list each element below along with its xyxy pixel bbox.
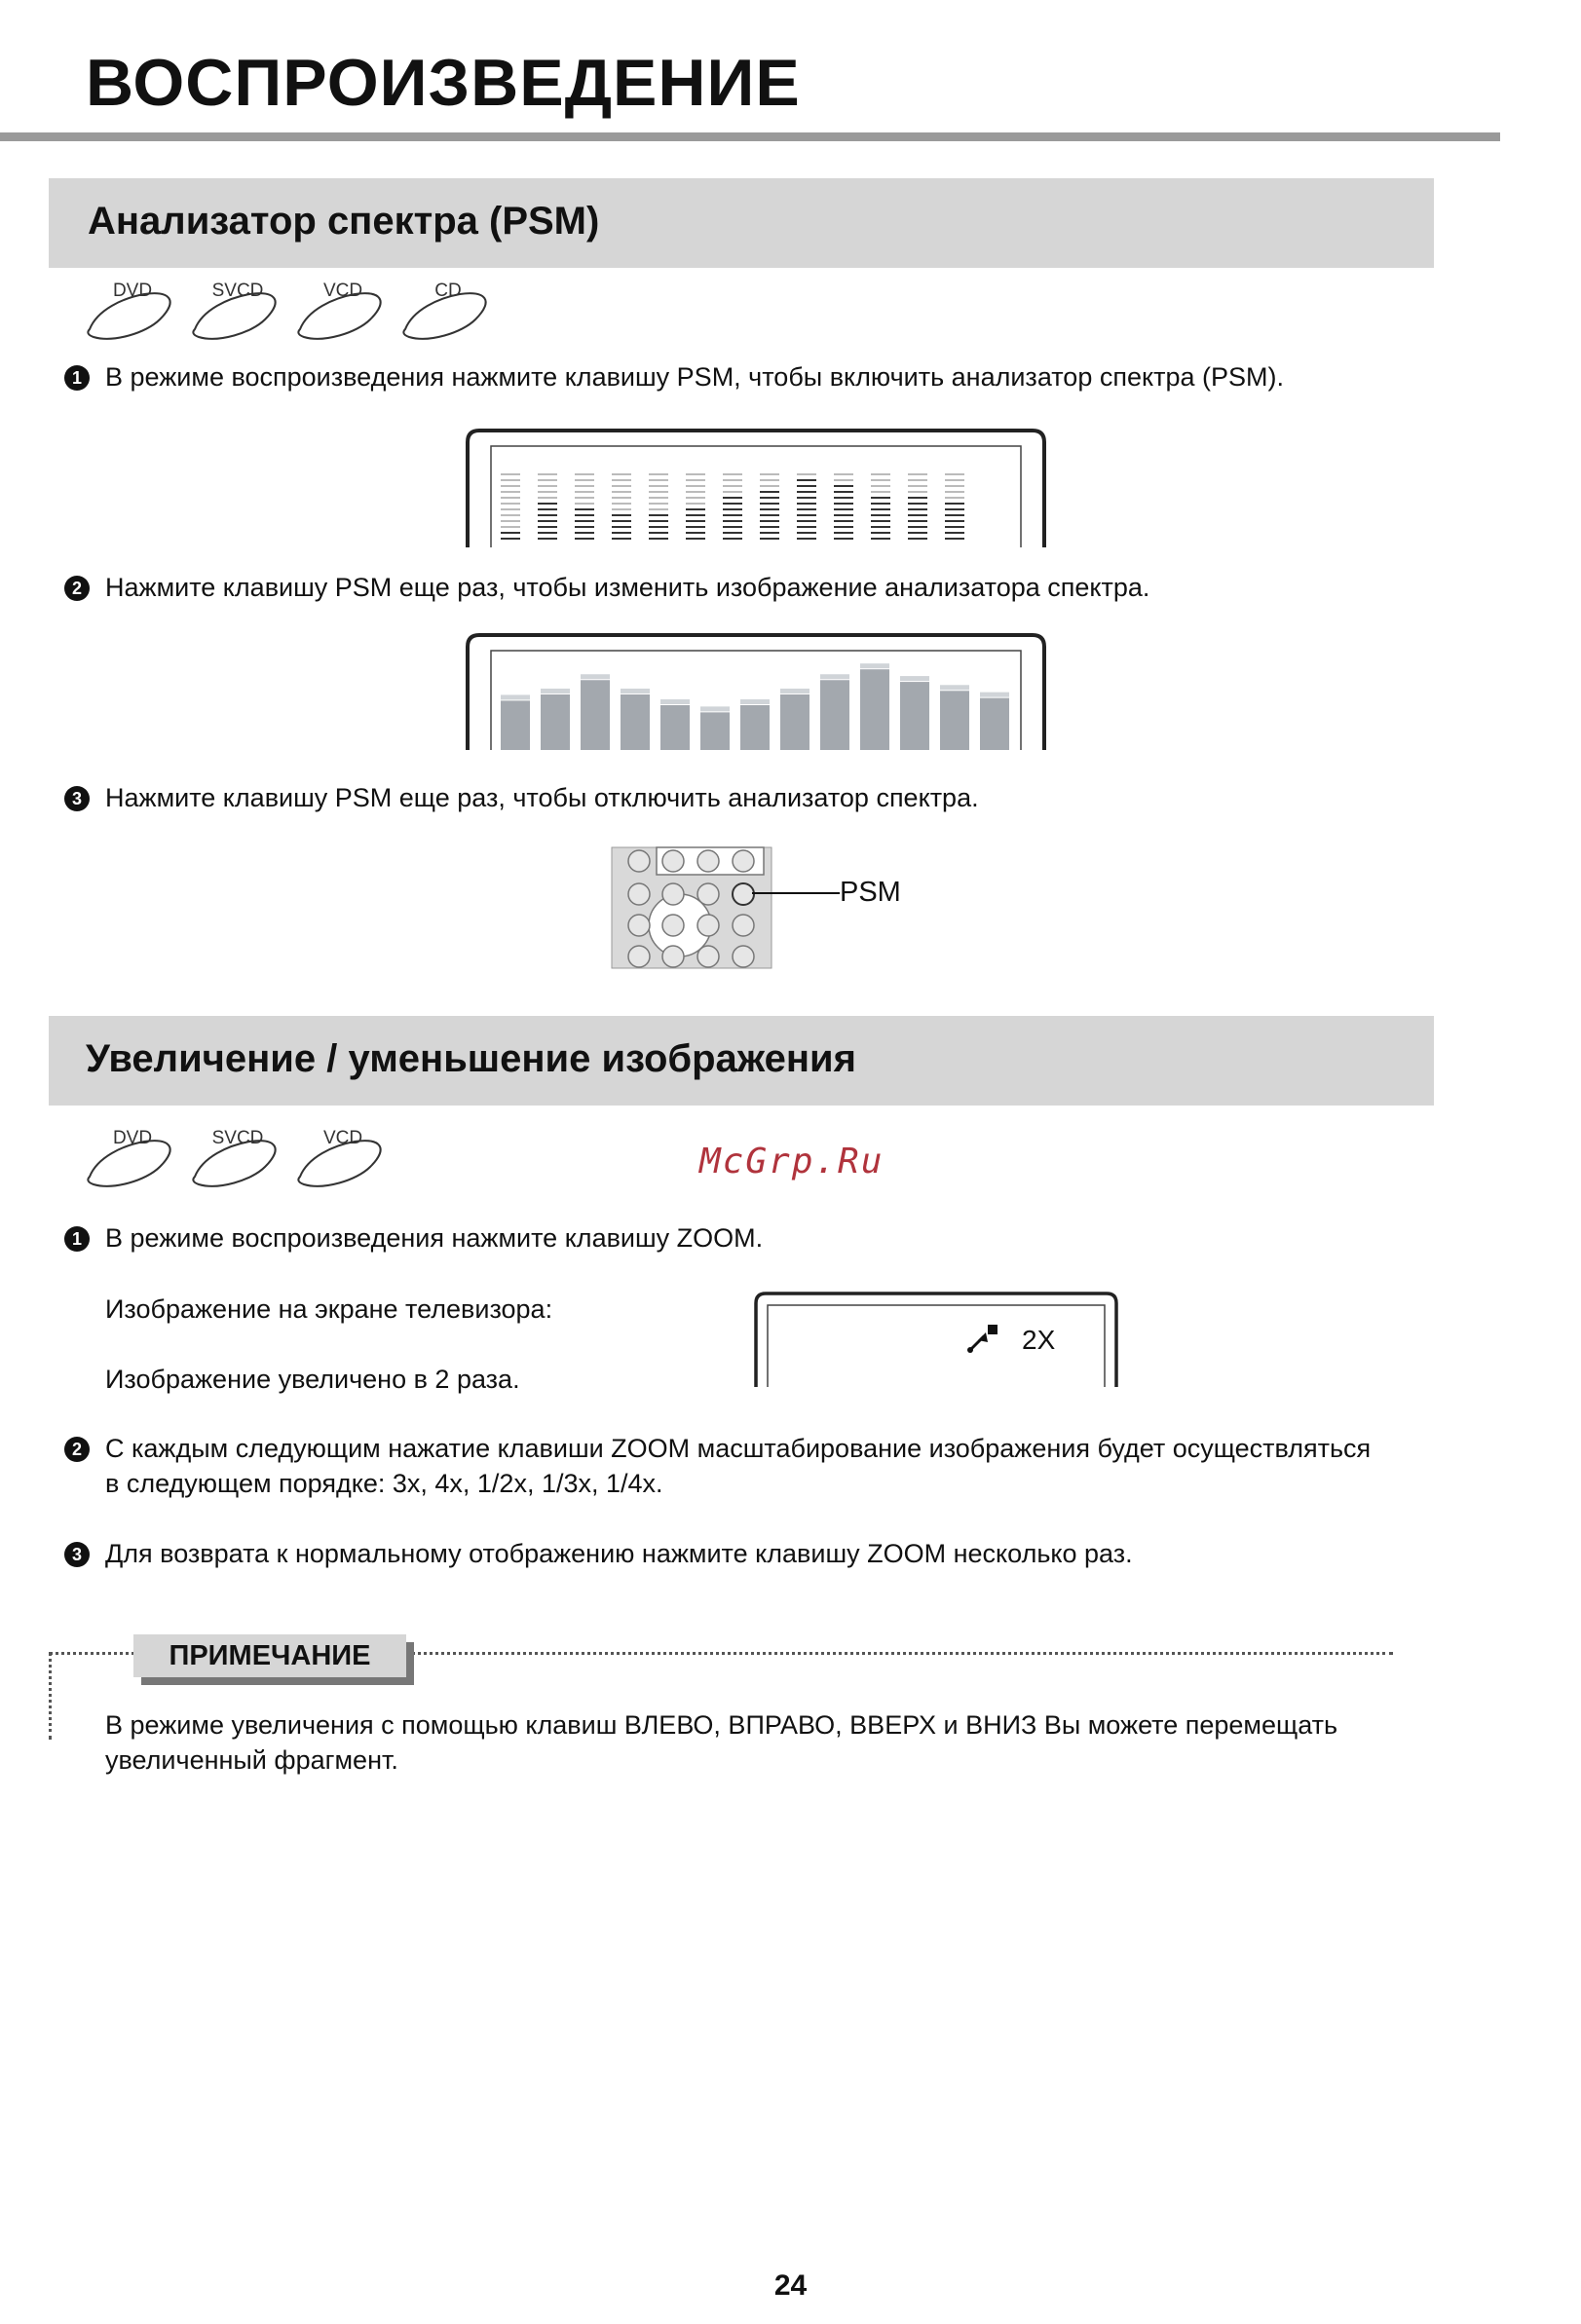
spectrum-segment xyxy=(686,503,705,505)
disc-vcd-icon: VCD xyxy=(294,1128,392,1192)
spectrum-segment xyxy=(723,526,742,528)
spectrum-segment xyxy=(501,473,520,475)
spectrum-segment xyxy=(686,491,705,493)
zoom-caption: Изображение увеличено в 2 раза. xyxy=(105,1365,520,1394)
zoom-section-header xyxy=(49,1016,1434,1106)
spectrum-segment xyxy=(686,485,705,487)
spectrum-segment xyxy=(686,473,705,475)
spectrum-segment xyxy=(908,514,927,516)
spectrum-segment xyxy=(797,526,816,528)
step-text: В режиме воспроизведения нажмите клавишу PSM, чтобы включить анализатор спектра (PSM). xyxy=(105,362,1284,392)
segment-spectrum-display xyxy=(466,429,1046,547)
spectrum-segment xyxy=(501,491,520,493)
page-title: ВОСПРОИЗВЕДЕНИЕ xyxy=(86,46,801,120)
watermark: McGrp.Ru xyxy=(699,1142,885,1181)
spectrum-segment xyxy=(686,532,705,534)
spectrum-segment xyxy=(834,538,853,540)
spectrum-segment xyxy=(538,520,557,522)
spectrum-segment xyxy=(686,520,705,522)
spectrum-segment xyxy=(612,503,631,505)
spectrum-segment xyxy=(575,514,594,516)
spectrum-segment xyxy=(575,520,594,522)
spectrum-segment xyxy=(797,508,816,510)
spectrum-segment xyxy=(612,491,631,493)
zoom-level-indicator: 2X xyxy=(1022,1325,1056,1355)
spectrum-segment xyxy=(834,485,853,487)
spectrum-bar xyxy=(900,682,929,750)
spectrum-bar-peak xyxy=(900,676,929,681)
spectrum-segment xyxy=(760,497,779,499)
spectrum-bar-peak xyxy=(581,674,610,679)
spectrum-segment xyxy=(760,473,779,475)
spectrum-bar xyxy=(780,694,809,750)
bar-spectrum-display xyxy=(466,633,1046,750)
spectrum-segment xyxy=(538,503,557,505)
spectrum-segment xyxy=(908,491,927,493)
spectrum-segment xyxy=(501,479,520,481)
spectrum-segment xyxy=(723,485,742,487)
spectrum-segment xyxy=(908,497,927,499)
spectrum-segment xyxy=(649,503,668,505)
spectrum-segment xyxy=(945,520,964,522)
spectrum-segment xyxy=(723,491,742,493)
step-number: 2 xyxy=(64,1437,90,1462)
spectrum-segment xyxy=(538,514,557,516)
step-text: Для возврата к нормальному отображению нажмите клавишу ZOOM несколько раз. xyxy=(105,1539,1133,1568)
spectrum-segment xyxy=(649,485,668,487)
spectrum-segment xyxy=(686,538,705,540)
psm-callout-line xyxy=(752,892,840,894)
step-number: 1 xyxy=(64,365,90,391)
spectrum-segment xyxy=(945,532,964,534)
spectrum-segment xyxy=(945,538,964,540)
spectrum-segment xyxy=(501,520,520,522)
spectrum-bar-peak xyxy=(700,706,730,711)
zoom-icon xyxy=(966,1323,998,1354)
spectrum-segment xyxy=(908,520,927,522)
spectrum-segment xyxy=(871,520,890,522)
spectrum-segment xyxy=(649,538,668,540)
spectrum-segment xyxy=(871,473,890,475)
spectrum-segment xyxy=(908,473,927,475)
spectrum-segment xyxy=(575,485,594,487)
spectrum-bar xyxy=(860,669,889,750)
spectrum-segment xyxy=(649,491,668,493)
spectrum-segment xyxy=(649,497,668,499)
spectrum-segment xyxy=(945,514,964,516)
spectrum-segment xyxy=(834,473,853,475)
spectrum-bar xyxy=(621,694,650,750)
spectrum-segment xyxy=(575,503,594,505)
step-number: 2 xyxy=(64,576,90,601)
spectrum-segment xyxy=(797,491,816,493)
spectrum-segment xyxy=(871,503,890,505)
spectrum-segment xyxy=(538,538,557,540)
spectrum-bar-peak xyxy=(501,694,530,699)
disc-cd-icon: CD xyxy=(399,281,497,345)
spectrum-bar-peak xyxy=(541,689,570,693)
spectrum-segment xyxy=(575,508,594,510)
spectrum-bar xyxy=(660,705,690,750)
spectrum-segment xyxy=(575,526,594,528)
spectrum-segment xyxy=(834,532,853,534)
title-rule xyxy=(0,132,1500,141)
spectrum-segment xyxy=(612,473,631,475)
spectrum-segment xyxy=(501,503,520,505)
spectrum-segment xyxy=(575,479,594,481)
spectrum-segment xyxy=(760,514,779,516)
spectrum-segment xyxy=(612,508,631,510)
spectrum-segment xyxy=(575,497,594,499)
spectrum-segment xyxy=(834,526,853,528)
step-text-line-1: С каждым следующим нажатие клавиши ZOOM масштабирование изображения будет осуществляться xyxy=(105,1434,1372,1463)
spectrum-segment xyxy=(871,479,890,481)
spectrum-segment xyxy=(686,497,705,499)
spectrum-segment xyxy=(612,514,631,516)
spectrum-segment xyxy=(871,485,890,487)
spectrum-segment xyxy=(649,473,668,475)
step-text: В режиме воспроизведения нажмите клавишу ZOOM. xyxy=(105,1223,764,1253)
spectrum-segment xyxy=(501,508,520,510)
spectrum-bar xyxy=(740,705,770,750)
spectrum-bar-peak xyxy=(980,693,1009,697)
spectrum-segment xyxy=(612,532,631,534)
spectrum-bar-peak xyxy=(621,689,650,693)
spectrum-bar xyxy=(820,680,849,750)
spectrum-segment xyxy=(538,479,557,481)
disc-svcd-icon: SVCD xyxy=(189,1128,286,1192)
spectrum-bar-peak xyxy=(860,663,889,668)
note-text-line-2: увеличенный фрагмент. xyxy=(105,1745,398,1775)
spectrum-bar xyxy=(581,680,610,750)
psm-section-title: Анализатор спектра (PSM) xyxy=(88,200,600,243)
spectrum-segment xyxy=(723,538,742,540)
spectrum-segment xyxy=(797,514,816,516)
spectrum-segment xyxy=(538,485,557,487)
spectrum-segment xyxy=(723,532,742,534)
spectrum-segment xyxy=(723,503,742,505)
spectrum-segment xyxy=(686,514,705,516)
spectrum-segment xyxy=(501,538,520,540)
spectrum-segment xyxy=(575,491,594,493)
spectrum-bar xyxy=(501,700,530,750)
spectrum-segment xyxy=(723,514,742,516)
spectrum-segment xyxy=(945,497,964,499)
step-text: Нажмите клавишу PSM еще раз, чтобы изменить изображение анализатора спектра. xyxy=(105,573,1150,602)
spectrum-segment xyxy=(760,526,779,528)
spectrum-segment xyxy=(834,497,853,499)
spectrum-segment xyxy=(612,520,631,522)
spectrum-segment xyxy=(649,479,668,481)
spectrum-segment xyxy=(945,485,964,487)
spectrum-segment xyxy=(871,491,890,493)
tv-screen xyxy=(754,1292,1118,1387)
spectrum-segment xyxy=(760,520,779,522)
spectrum-segment xyxy=(908,503,927,505)
step-text: Нажмите клавишу PSM еще раз, чтобы отключить анализатор спектра. xyxy=(105,783,979,812)
step-number: 1 xyxy=(64,1226,90,1252)
spectrum-segment xyxy=(834,503,853,505)
spectrum-segment xyxy=(501,497,520,499)
spectrum-segment xyxy=(612,485,631,487)
spectrum-segment xyxy=(834,491,853,493)
spectrum-segment xyxy=(538,526,557,528)
spectrum-segment xyxy=(649,514,668,516)
spectrum-segment xyxy=(871,497,890,499)
psm-section-header xyxy=(49,178,1434,268)
spectrum-segment xyxy=(797,497,816,499)
spectrum-bar xyxy=(700,712,730,750)
zoom-step-2 xyxy=(64,1431,1428,1501)
spectrum-segment xyxy=(723,479,742,481)
spectrum-segment xyxy=(797,473,816,475)
spectrum-segment xyxy=(797,485,816,487)
spectrum-segment xyxy=(945,526,964,528)
spectrum-segment xyxy=(538,473,557,475)
disc-dvd-icon: DVD xyxy=(84,1128,181,1192)
spectrum-segment xyxy=(649,526,668,528)
spectrum-segment xyxy=(945,491,964,493)
remote-control-fragment xyxy=(610,845,775,970)
spectrum-segment xyxy=(871,532,890,534)
spectrum-segment xyxy=(834,514,853,516)
note-label: ПРИМЕЧАНИЕ xyxy=(133,1634,406,1677)
step-text-line-2: в следующем порядке: 3x, 4x, 1/2x, 1/3x, 1/4x. xyxy=(105,1469,663,1498)
spectrum-segment xyxy=(501,526,520,528)
disc-dvd-icon: DVD xyxy=(84,281,181,345)
spectrum-segment xyxy=(723,473,742,475)
spectrum-bar xyxy=(541,694,570,750)
spectrum-segment xyxy=(871,508,890,510)
spectrum-bar-peak xyxy=(820,674,849,679)
spectrum-segment xyxy=(612,479,631,481)
spectrum-segment xyxy=(760,479,779,481)
spectrum-segment xyxy=(612,526,631,528)
spectrum-bar-peak xyxy=(660,699,690,704)
screen-caption: Изображение на экране телевизора: xyxy=(105,1294,553,1324)
spectrum-segment xyxy=(834,508,853,510)
spectrum-segment xyxy=(501,532,520,534)
spectrum-segment xyxy=(612,538,631,540)
spectrum-segment xyxy=(834,520,853,522)
spectrum-segment xyxy=(649,508,668,510)
spectrum-segment xyxy=(575,473,594,475)
spectrum-segment xyxy=(871,538,890,540)
spectrum-segment xyxy=(945,508,964,510)
page-number: 24 xyxy=(773,2269,808,2302)
spectrum-segment xyxy=(538,491,557,493)
step-number: 3 xyxy=(64,786,90,811)
spectrum-segment xyxy=(760,508,779,510)
spectrum-segment xyxy=(686,508,705,510)
spectrum-segment xyxy=(538,497,557,499)
spectrum-segment xyxy=(908,508,927,510)
spectrum-segment xyxy=(834,479,853,481)
spectrum-segment xyxy=(538,508,557,510)
spectrum-segment xyxy=(760,491,779,493)
note-text-line-1: В режиме увеличения с помощью клавиш ВЛЕВО, ВПРАВО, ВВЕРХ и ВНИЗ Вы можете перемещать xyxy=(105,1710,1338,1740)
spectrum-segment xyxy=(538,532,557,534)
zoom-section-title: Увеличение / уменьшение изображения xyxy=(86,1037,856,1080)
disc-vcd-icon: VCD xyxy=(294,281,392,345)
spectrum-segment xyxy=(723,508,742,510)
spectrum-segment xyxy=(908,532,927,534)
spectrum-segment xyxy=(649,520,668,522)
spectrum-segment xyxy=(501,514,520,516)
spectrum-segment xyxy=(945,473,964,475)
psm-callout-label: PSM xyxy=(840,877,901,908)
step-number: 3 xyxy=(64,1542,90,1567)
spectrum-segment xyxy=(612,497,631,499)
spectrum-segment xyxy=(686,479,705,481)
spectrum-segment xyxy=(760,538,779,540)
spectrum-segment xyxy=(908,526,927,528)
spectrum-segment xyxy=(908,479,927,481)
note-border-left xyxy=(49,1652,52,1740)
spectrum-segment xyxy=(760,503,779,505)
spectrum-segment xyxy=(871,526,890,528)
spectrum-segment xyxy=(723,520,742,522)
spectrum-segment xyxy=(797,520,816,522)
spectrum-segment xyxy=(649,532,668,534)
spectrum-segment xyxy=(575,538,594,540)
spectrum-bar-peak xyxy=(940,685,969,690)
spectrum-bar xyxy=(940,691,969,750)
spectrum-segment xyxy=(686,526,705,528)
spectrum-segment xyxy=(945,503,964,505)
spectrum-segment xyxy=(723,497,742,499)
spectrum-segment xyxy=(760,485,779,487)
spectrum-bar-peak xyxy=(780,689,809,693)
disc-svcd-icon: SVCD xyxy=(189,281,286,345)
psm-button-icon xyxy=(733,883,754,905)
spectrum-segment xyxy=(760,532,779,534)
spectrum-segment xyxy=(501,485,520,487)
spectrum-segment xyxy=(575,532,594,534)
spectrum-segment xyxy=(871,514,890,516)
spectrum-segment xyxy=(908,538,927,540)
spectrum-segment xyxy=(797,538,816,540)
spectrum-segment xyxy=(945,479,964,481)
spectrum-segment xyxy=(797,532,816,534)
spectrum-bar xyxy=(980,698,1009,750)
spectrum-segment xyxy=(797,503,816,505)
spectrum-segment xyxy=(797,479,816,481)
spectrum-segment xyxy=(908,485,927,487)
spectrum-bar-peak xyxy=(740,699,770,704)
